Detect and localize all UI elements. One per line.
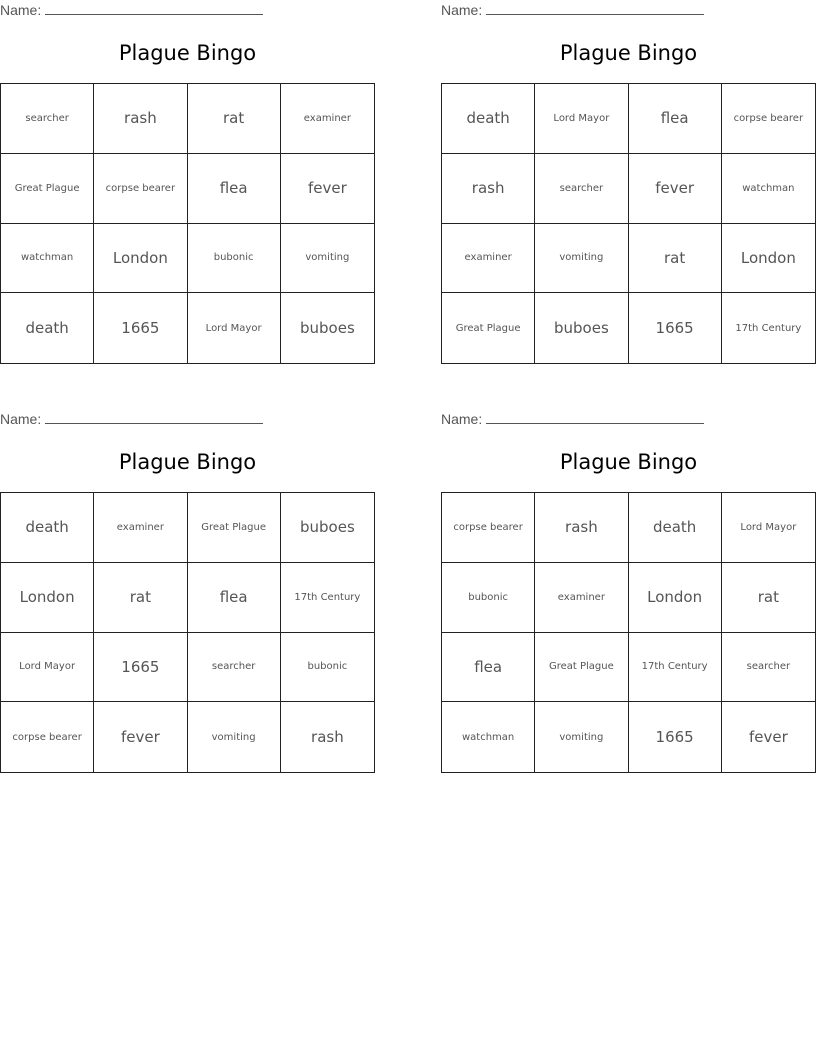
bingo-cell: examiner	[442, 224, 535, 294]
bingo-cell: vomiting	[535, 702, 628, 772]
bingo-cell: watchman	[1, 224, 94, 294]
bingo-card-2	[441, 0, 816, 365]
bingo-card-1	[0, 0, 375, 365]
name-label: Name:	[441, 2, 483, 18]
bingo-cell: bubonic	[188, 224, 281, 294]
bingo-cell: Great Plague	[1, 154, 94, 224]
name-blank-line[interactable]	[45, 2, 263, 15]
bingo-cell: searcher	[188, 633, 281, 703]
bingo-cell: Lord Mayor	[722, 493, 815, 563]
name-blank-line[interactable]	[45, 411, 263, 424]
bingo-cell: flea	[188, 154, 281, 224]
bingo-grid	[441, 492, 816, 773]
bingo-cell: vomiting	[281, 224, 374, 294]
bingo-cell: death	[1, 493, 94, 563]
bingo-cell: 1665	[629, 702, 722, 772]
bingo-cell: 1665	[94, 293, 187, 363]
bingo-cell: buboes	[535, 293, 628, 363]
bingo-cell: flea	[188, 563, 281, 633]
bingo-cell: London	[1, 563, 94, 633]
bingo-cell: flea	[629, 84, 722, 154]
bingo-cell: 17th Century	[735, 322, 802, 334]
bingo-grid	[0, 83, 375, 364]
bingo-card-4	[441, 409, 816, 774]
bingo-cell: death	[1, 293, 94, 363]
name-field[interactable]	[441, 2, 704, 18]
bingo-cell: Lord Mayor	[1, 633, 94, 703]
bingo-cell: searcher	[722, 633, 815, 703]
bingo-cell: fever	[94, 702, 187, 772]
card-title: Plague Bingo	[118, 450, 257, 474]
bingo-cell: fever	[629, 154, 722, 224]
bingo-cell: death	[442, 84, 535, 154]
bingo-cell: flea	[442, 633, 535, 703]
bingo-cell: rash	[442, 154, 535, 224]
bingo-cell: death	[629, 493, 722, 563]
bingo-cell: searcher	[1, 84, 94, 154]
card-title: Plague Bingo	[559, 41, 698, 65]
bingo-cell: watchman	[442, 702, 535, 772]
bingo-cell: Great Plague	[535, 633, 628, 703]
bingo-cell: Lord Mayor	[188, 293, 281, 363]
bingo-cell: watchman	[722, 154, 815, 224]
bingo-cell: 1665	[94, 633, 187, 703]
bingo-cell: vomiting	[188, 702, 281, 772]
card-title: Plague Bingo	[559, 450, 698, 474]
bingo-cell: searcher	[535, 154, 628, 224]
bingo-cell: rash	[535, 493, 628, 563]
bingo-cell: rat	[629, 224, 722, 294]
bingo-cell: rash	[94, 84, 187, 154]
card-title: Plague Bingo	[118, 41, 257, 65]
name-blank-line[interactable]	[486, 411, 704, 424]
bingo-cell: bubonic	[281, 633, 374, 703]
name-label: Name:	[0, 411, 42, 427]
bingo-cell: examiner	[94, 493, 187, 563]
name-label: Name:	[0, 2, 42, 18]
bingo-cell: Great Plague	[188, 493, 281, 563]
bingo-cell: examiner	[535, 563, 628, 633]
name-blank-line[interactable]	[486, 2, 704, 15]
bingo-cell: corpse bearer	[722, 84, 815, 154]
bingo-cell: rat	[188, 84, 281, 154]
bingo-cell: 1665	[629, 293, 722, 363]
bingo-cell: rash	[311, 728, 344, 747]
name-field[interactable]	[0, 2, 263, 18]
bingo-cell: London	[94, 224, 187, 294]
bingo-cell: corpse bearer	[94, 154, 187, 224]
bingo-cell: 17th Century	[281, 563, 374, 633]
bingo-cell: fever	[281, 154, 374, 224]
bingo-cell: corpse bearer	[1, 702, 94, 772]
bingo-cell: fever	[748, 728, 788, 747]
bingo-cell: buboes	[299, 319, 355, 338]
bingo-cell: corpse bearer	[442, 493, 535, 563]
bingo-grid	[441, 83, 816, 364]
bingo-cell: bubonic	[442, 563, 535, 633]
bingo-cell: vomiting	[535, 224, 628, 294]
bingo-card-3	[0, 409, 375, 774]
bingo-grid	[0, 492, 375, 773]
bingo-cell: 17th Century	[629, 633, 722, 703]
name-field[interactable]	[441, 411, 704, 427]
bingo-cell: Great Plague	[442, 293, 535, 363]
bingo-cell: rat	[94, 563, 187, 633]
bingo-cell: buboes	[281, 493, 374, 563]
name-field[interactable]	[0, 411, 263, 427]
bingo-cell: examiner	[281, 84, 374, 154]
name-label: Name:	[441, 411, 483, 427]
bingo-cell: rat	[722, 563, 815, 633]
bingo-cell: Lord Mayor	[535, 84, 628, 154]
bingo-cell: London	[629, 563, 722, 633]
bingo-cell: London	[722, 224, 815, 294]
